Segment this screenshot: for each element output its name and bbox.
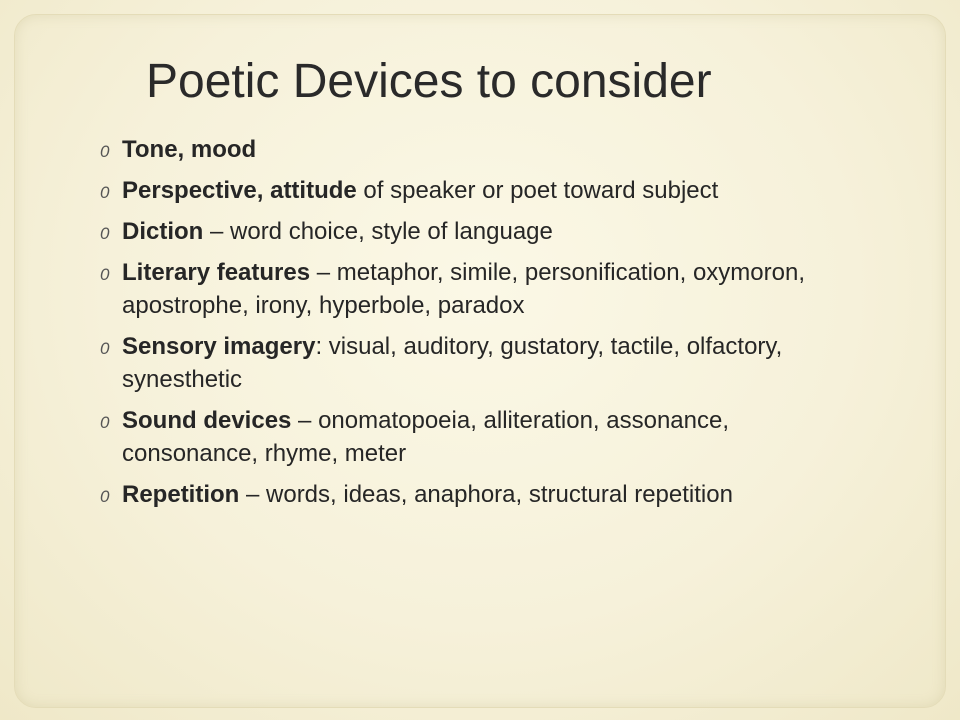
bullet-marker: 0 xyxy=(100,183,110,202)
bullet-term: Sensory imagery xyxy=(122,333,316,360)
slide-title: Poetic Devices to consider xyxy=(146,55,712,108)
bullet-text: – words, ideas, anaphora, structural repetition xyxy=(239,481,733,508)
bullet-marker: 0 xyxy=(100,265,110,284)
list-item xyxy=(100,256,840,322)
bullet-text: – metaphor, simile, personification, oxymoron, apostrophe, irony, hyperbole, paradox xyxy=(122,259,805,319)
bullet-term: Tone, mood xyxy=(122,136,257,163)
list-item xyxy=(100,133,840,166)
bullet-marker: 0 xyxy=(100,487,110,506)
bullet-term: Literary features xyxy=(122,259,311,286)
bullet-marker: 0 xyxy=(100,224,110,243)
bullet-list xyxy=(100,133,840,519)
bullet-text: – word choice, style of language xyxy=(203,218,553,245)
bullet-marker: 0 xyxy=(100,413,110,432)
bullet-marker: 0 xyxy=(100,142,110,161)
list-item xyxy=(100,404,840,470)
bullet-text: – onomatopoeia, alliteration, assonance, consonance, rhyme, meter xyxy=(122,407,730,467)
list-item xyxy=(100,174,840,207)
bullet-term: Repetition xyxy=(122,481,240,508)
bullet-term: Perspective, attitude xyxy=(122,177,357,204)
bullet-text: of speaker or poet toward subject xyxy=(356,177,719,204)
bullet-term: Sound devices xyxy=(122,407,292,434)
bullet-marker: 0 xyxy=(100,339,110,358)
list-item xyxy=(100,330,840,396)
list-item xyxy=(100,478,840,511)
list-item xyxy=(100,215,840,248)
bullet-term: Diction xyxy=(122,218,204,245)
bullet-text: : visual, auditory, gustatory, tactile, olfactory, synesthetic xyxy=(122,333,783,393)
